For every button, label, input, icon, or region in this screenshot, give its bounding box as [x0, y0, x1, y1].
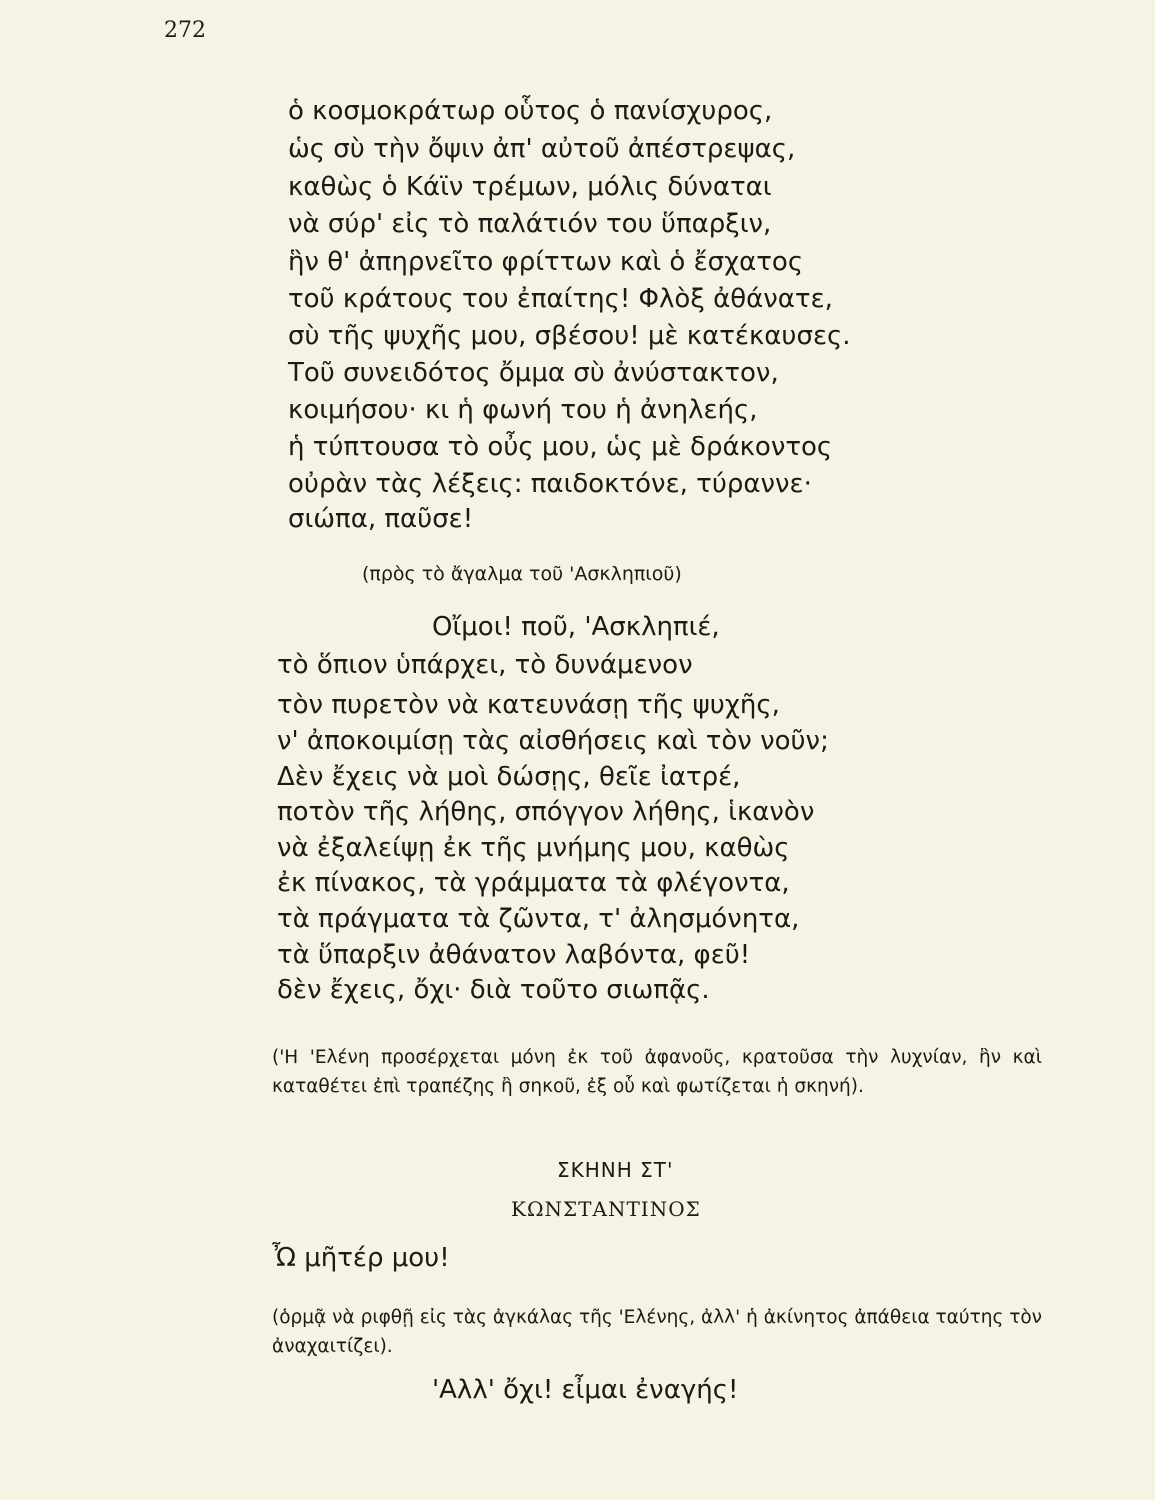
verse-line: οὐρὰν τὰς λέξεις: παιδοκτόνε, τύραννε· — [288, 469, 812, 499]
verse-line: σιώπα, παῦσε! — [288, 504, 474, 534]
verse-line: Δὲν ἔχεις νὰ μοὶ δώσῃς, θεῖε ἰατρέ, — [277, 762, 741, 792]
verse-line: τὰ ὕπαρξιν ἀθάνατον λαβόντα, φεῦ! — [277, 940, 751, 970]
verse-line: τοῦ κράτους του ἐπαίτης! Φλὸξ ἀθάνατε, — [288, 284, 833, 314]
verse-line: δὲν ἔχεις, ὄχι· διὰ τοῦτο σιωπᾷς. — [277, 975, 710, 1005]
verse-line: ἣν θ' ἀπηρνεῖτο φρίττων καὶ ὁ ἔσχατος — [288, 247, 804, 277]
speech-line: Ὦ μῆτέρ μου! — [272, 1243, 450, 1273]
verse-line: Οἴμοι! ποῦ, 'Ασκληπιέ, — [432, 612, 720, 642]
stage-direction: (πρὸς τὸ ἄγαλμα τοῦ 'Ασκληπιοῦ) — [362, 563, 682, 585]
verse-line: κοιμήσου· κι ἡ φωνή του ἡ ἀνηλεής, — [288, 395, 758, 425]
verse-line: ν' ἀποκοιμίσῃ τὰς αἰσθήσεις καὶ τὸν νοῦν; — [277, 726, 829, 756]
verse-line: τὸ ὅπιον ὑπάρχει, τὸ δυνάμενον — [277, 650, 693, 680]
character-name: ΚΩΝΣΤΑΝΤΙΝΟΣ — [511, 1197, 701, 1221]
speech-line: 'Αλλ' ὄχι! εἶμαι ἐναγής! — [432, 1375, 739, 1405]
verse-line: ὁ κοσμοκράτωρ οὗτος ὁ πανίσχυρος, — [288, 96, 773, 126]
verse-line: Τοῦ συνειδότος ὄμμα σὺ ἀνύστακτον, — [288, 358, 779, 388]
verse-line: ἐκ πίνακος, τὰ γράμματα τὰ φλέγοντα, — [277, 868, 790, 898]
stage-direction-entrance — [272, 1043, 1042, 1101]
stage-direction-action — [272, 1303, 1042, 1361]
verse-line: ποτὸν τῆς λήθης, σπόγγον λήθης, ἱκανὸν — [277, 797, 815, 827]
verse-line: τὸν πυρετὸν νὰ κατευνάσῃ τῆς ψυχῆς, — [277, 690, 780, 720]
verse-line: ἡ τύπτουσα τὸ οὖς μου, ὡς μὲ δράκοντος — [288, 432, 833, 462]
scene-heading: ΣΚΗΝΗ ΣΤ' — [557, 1158, 674, 1182]
verse-line: τὰ πράγματα τὰ ζῶντα, τ' ἀλησμόνητα, — [277, 904, 800, 934]
verse-line: σὺ τῆς ψυχῆς μου, σβέσου! μὲ κατέκαυσες. — [288, 321, 851, 351]
verse-line: νὰ σύρ' εἰς τὸ παλάτιόν του ὕπαρξιν, — [288, 209, 772, 239]
verse-line: καθὼς ὁ Κάϊν τρέμων, μόλις δύναται — [288, 172, 772, 202]
verse-line: νὰ ἐξαλείψῃ ἐκ τῆς μνήμης μου, καθὼς — [277, 833, 790, 863]
page-number: 272 — [164, 18, 206, 43]
stage-direction-text: (ὁρμᾷ νὰ ριφθῇ εἰς τὰς ἀγκάλας τῆς 'Ελένης, ἀλλ' ἡ ἀκίνητος ἀπάθεια ταύτης τὸν ἀναχαιτίζει). — [272, 1307, 1042, 1357]
stage-direction-text: ('Η 'Ελένη προσέρχεται μόνη ἐκ τοῦ ἀφανοῦς, κρατοῦσα τὴν λυχνίαν, ἣν καὶ καταθέτει ἐπὶ τραπέζης ἢ σηκοῦ, ἐξ οὗ καὶ φωτίζεται ἡ σκηνή). — [272, 1047, 1042, 1097]
verse-line: ὡς σὺ τὴν ὄψιν ἀπ' αὐτοῦ ἀπέστρεψας, — [288, 134, 796, 164]
